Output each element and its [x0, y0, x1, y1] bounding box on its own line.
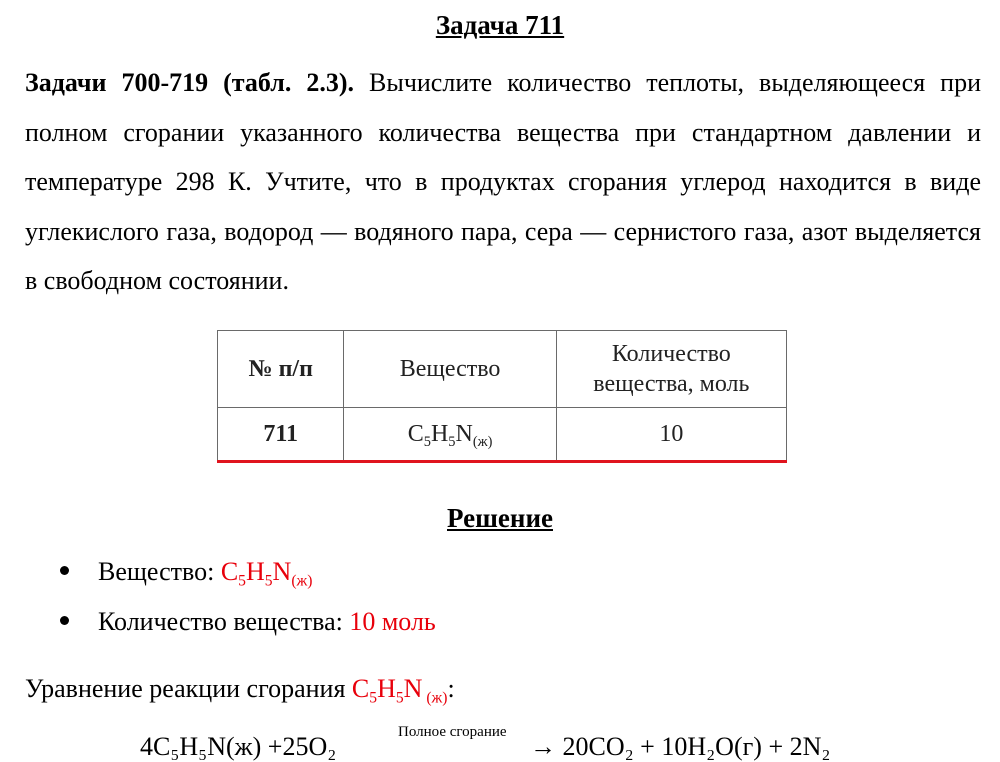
reaction-reactants: 4C₅H₅N(ж) +25O₂: [140, 732, 337, 761]
substance-label: Вещество:: [98, 557, 221, 586]
header-amount-line2: вещества, моль: [593, 371, 750, 397]
amount-value: 10 моль: [349, 607, 436, 636]
equation-heading: [25, 669, 455, 709]
formula-c: C: [407, 420, 424, 447]
list-item: [60, 602, 436, 652]
formula-c-index: 5: [369, 689, 378, 707]
header-amount-line1: Количество: [611, 341, 731, 367]
formula-c: C: [220, 557, 239, 586]
data-table: [217, 330, 787, 463]
formula-state: (ж): [291, 572, 313, 590]
formula-h-index: 5: [395, 689, 404, 707]
row-substance: [344, 408, 556, 462]
formula-n: N: [272, 557, 292, 586]
formula-state: (ж): [422, 689, 448, 707]
header-substance: Вещество: [344, 331, 556, 408]
table-header-row: [218, 331, 787, 408]
bullet-icon: [60, 616, 69, 625]
equation-label: Уравнение реакции сгорания: [25, 674, 352, 703]
formula-state: (ж): [472, 433, 493, 450]
task-title: Задача 711: [435, 10, 565, 40]
solution-title: Решение: [447, 503, 553, 533]
task-text: Вычислите количество теплоты, выделяющееся при полном сгорании указанного количества вещества при стандартном давлении и температуре 298 К. Учтите, что в продуктах сгорания углерод находится в виде углекислого газа, водород — водяного пара, сера — сернистого газа, азот выделяется в свободном состоянии.: [25, 68, 981, 295]
formula-n: N: [455, 420, 473, 447]
formula-c: C: [351, 674, 370, 703]
equation-colon: :: [447, 674, 455, 703]
table-row: [218, 408, 787, 462]
formula-c-index: 5: [423, 433, 431, 450]
header-number: № п/п: [218, 331, 344, 408]
task-description: [25, 58, 981, 306]
row-amount: 10: [556, 408, 786, 462]
formula-h-index: 5: [448, 433, 456, 450]
formula-h: H: [430, 420, 449, 447]
formula-h: H: [377, 674, 396, 703]
reaction-products: → 20CO₂ + 10H₂O(г) + 2N₂: [530, 732, 831, 761]
reaction-arrow-label: Полное сгорание: [398, 724, 507, 740]
formula-h-index: 5: [264, 572, 273, 590]
solution-bullets: [60, 552, 436, 652]
formula-h: H: [245, 557, 265, 586]
formula-n: N: [403, 674, 423, 703]
equation-formula: [351, 674, 448, 707]
amount-label: Количество вещества:: [98, 607, 350, 636]
header-amount: [556, 331, 786, 408]
bullet-icon: [60, 566, 69, 575]
substance-formula: [220, 557, 313, 590]
formula-c-index: 5: [238, 572, 246, 590]
row-number: 711: [218, 408, 344, 462]
task-reference: Задачи 700-719 (табл. 2.3).: [25, 68, 354, 97]
list-item: [60, 552, 436, 602]
